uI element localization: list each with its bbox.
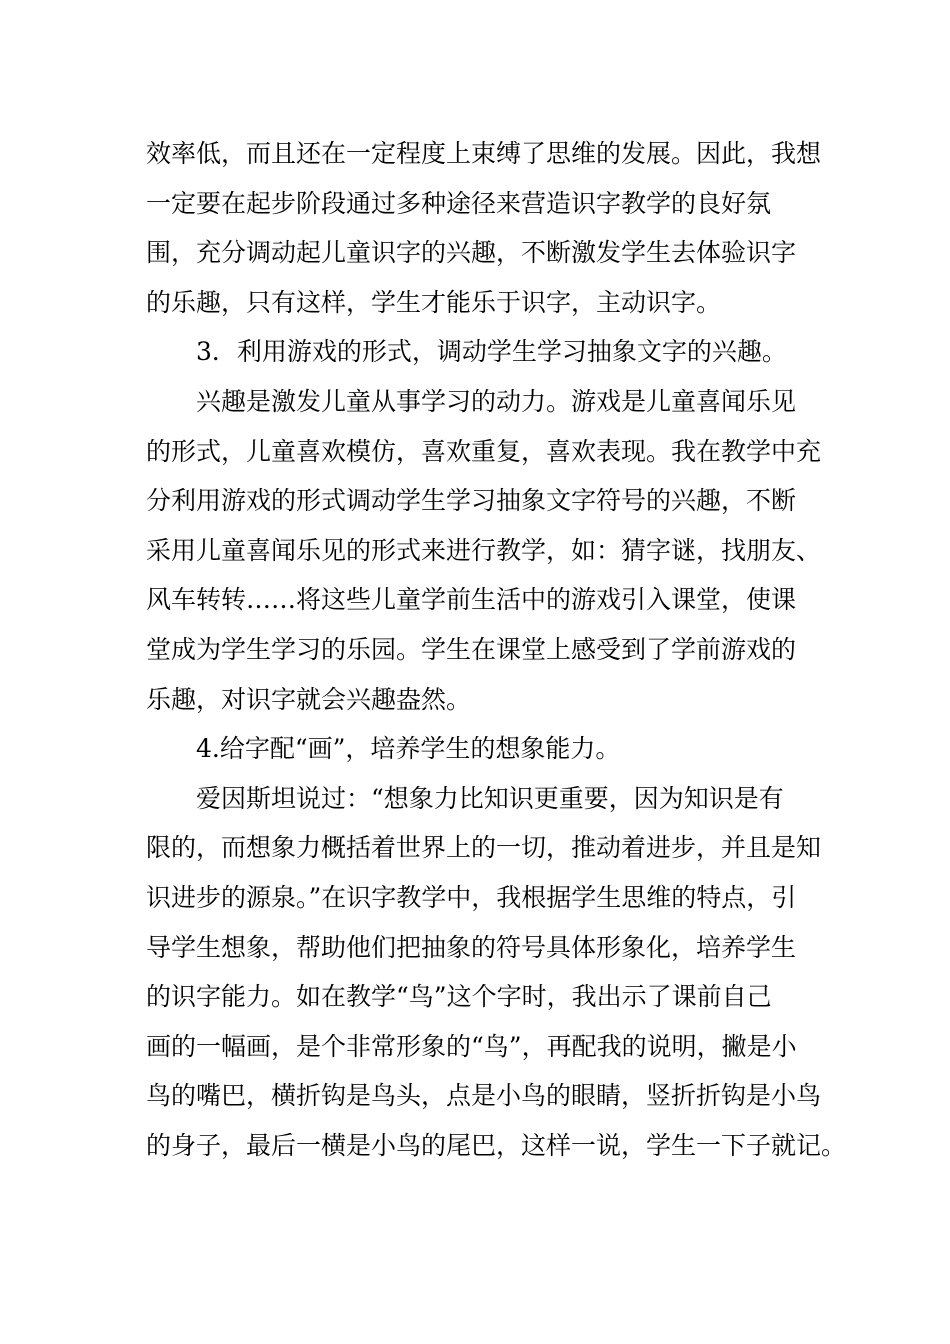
text-line: 画的一幅画，是个非常形象的“鸟”，再配我的说明，撇是小 bbox=[146, 1031, 797, 1061]
text-line: 导学生想象，帮助他们把抽象的符号具体形象化，培养学生 bbox=[146, 932, 797, 962]
document-body bbox=[146, 129, 847, 1170]
text-line: 围，充分调动起儿童识字的兴趣，不断激发学生去体验识字 bbox=[146, 238, 797, 268]
text-line: 乐趣，对识字就会兴趣盎然。 bbox=[146, 684, 472, 714]
text-line: 的身子，最后一横是小鸟的尾巴，这样一说，学生一下子就记。 bbox=[146, 1130, 847, 1160]
text-line: 的形式，儿童喜欢模仿，喜欢重复，喜欢表现。我在教学中充 bbox=[146, 436, 822, 466]
text-line: 分利用游戏的形式调动学生学习抽象文字符号的兴趣，不断 bbox=[146, 486, 797, 516]
text-line: 兴趣是激发儿童从事学习的动力。游戏是儿童喜闻乐见 bbox=[196, 386, 797, 416]
text-line: 的乐趣，只有这样，学生才能乐于识字，主动识字。 bbox=[146, 287, 722, 317]
text-line: 堂成为学生学习的乐园。学生在课堂上感受到了学前游戏的 bbox=[146, 634, 797, 664]
text-line: 的识字能力。如在教学“鸟”这个字时，我出示了课前自己 bbox=[146, 982, 772, 1012]
text-line: 风车转转……将这些儿童学前生活中的游戏引入课堂，使课 bbox=[146, 585, 797, 615]
text-line: 采用儿童喜闻乐见的形式来进行教学，如：猜字谜，找朋友、 bbox=[146, 535, 822, 565]
text-line: 鸟的嘴巴，横折钩是鸟头，点是小鸟的眼睛，竖折折钩是小鸟 bbox=[146, 1081, 822, 1111]
text-line: 效率低，而且还在一定程度上束缚了思维的发展。因此，我想 bbox=[146, 139, 822, 168]
section-heading-4: 4.给字配“画”，培养学生的想象能力。 bbox=[196, 734, 621, 764]
section-heading-3: 3．利用游戏的形式，调动学生学习抽象文字的兴趣。 bbox=[196, 337, 787, 367]
text-line: 识进步的源泉。”在识字教学中，我根据学生思维的特点，引 bbox=[146, 882, 797, 912]
text-line: 一定要在起步阶段通过多种途径来营造识字教学的良好氛 bbox=[146, 188, 772, 218]
text-line: 爱因斯坦说过：“想象力比知识更重要，因为知识是有 bbox=[196, 783, 784, 813]
text-line: 限的，而想象力概括着世界上的一切，推动着进步，并且是知 bbox=[146, 833, 822, 863]
